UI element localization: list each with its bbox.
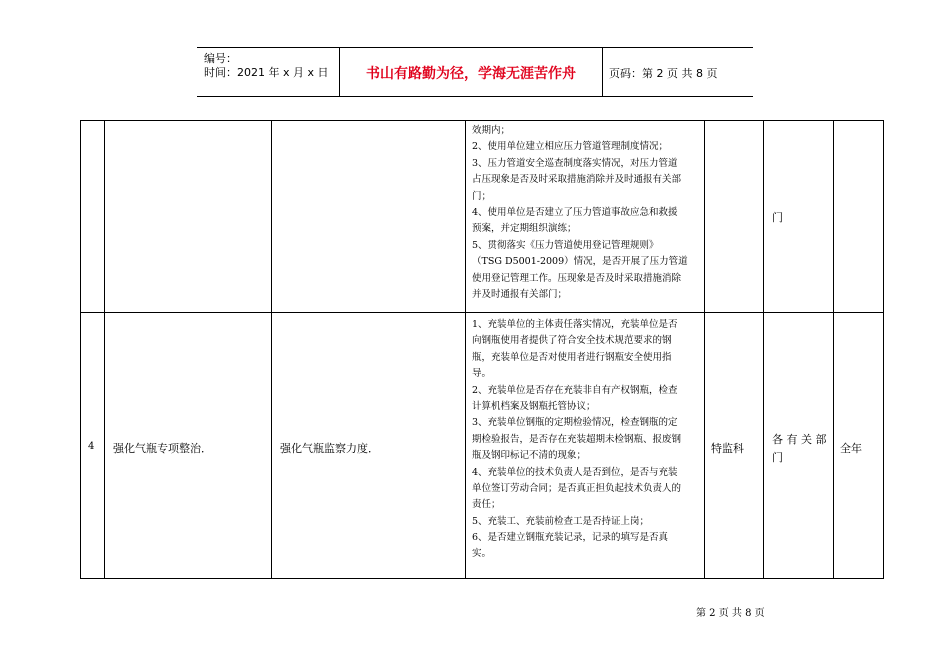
row-a-item-cell bbox=[104, 120, 272, 313]
lead-department: 特监科 bbox=[711, 442, 744, 455]
check-line: 5、充装工、充装前检查工是否持证上岗； bbox=[472, 515, 650, 527]
check-line: 向钢瓶使用者提供了符合安全技术规范要求的钢 bbox=[472, 335, 672, 347]
check-line: 2、使用单位建立相应压力管道管理制度情况； bbox=[472, 141, 669, 153]
row-b-checks-list bbox=[472, 317, 700, 563]
check-line: 5、贯彻落实《压力管道使用登记管理规则》 bbox=[472, 239, 659, 251]
document-number-label: 编号： bbox=[204, 52, 237, 65]
check-line: 3、压力管道安全巡查制度落实情况，对压力管道 bbox=[472, 157, 678, 169]
row-a-content-cell bbox=[271, 120, 466, 313]
check-line: 责任； bbox=[472, 499, 501, 511]
row-a-number-cell bbox=[80, 120, 105, 313]
row-b-period-cell bbox=[833, 312, 884, 579]
check-line: 单位签订劳动合同；是否真正担负起技术负责人的 bbox=[472, 482, 682, 494]
header-motto: 书山有路勤为径，学海无涯苦作舟 bbox=[366, 66, 576, 82]
check-line: 期检验报告，是否存在充装超期未检钢瓶、报废钢 bbox=[472, 433, 682, 445]
row-a-checks-cell bbox=[465, 120, 705, 313]
check-line: 4、使用单位是否建立了压力管道事故应急和救援 bbox=[472, 206, 678, 218]
header-page-indicator: 页码：第 2 页 共 8 页 bbox=[609, 67, 718, 80]
document-date-label: 时间：2021 年 x 月 x 日 bbox=[204, 66, 329, 79]
time-period: 全年 bbox=[840, 442, 862, 455]
row-a-lead-dept-cell bbox=[704, 120, 764, 313]
row-number: 4 bbox=[88, 441, 95, 452]
header-top-rule bbox=[197, 47, 753, 48]
check-line: 使用登记管理工作。压现象是否及时采取措施消除 bbox=[472, 272, 682, 284]
row-a-cooperate-text: 门 bbox=[772, 211, 783, 224]
check-line: 实。 bbox=[472, 548, 492, 560]
row-b-item-cell bbox=[104, 312, 272, 579]
footer-page-number: 第 2 页 共 8 页 bbox=[696, 608, 765, 619]
task-content: 强化气瓶监察力度． bbox=[280, 442, 379, 455]
cooperate-department-line2: 门 bbox=[772, 451, 783, 464]
row-b-cooperate-dept-cell bbox=[763, 312, 834, 579]
check-line: 效期内； bbox=[472, 125, 511, 136]
check-line: 6、是否建立钢瓶充装记录，记录的填写是否真 bbox=[472, 532, 669, 544]
check-line: 计算机档案及钢瓶托管协议； bbox=[472, 400, 596, 412]
check-line: （TSG D5001-2009）情况，是否开展了压力管道 bbox=[472, 256, 688, 268]
header-bottom-rule bbox=[197, 96, 753, 97]
check-line: 2、充装单位是否存在充装非自有产权钢瓶，检查 bbox=[472, 384, 678, 396]
check-line: 1、充装单位的主体责任落实情况，充装单位是否 bbox=[472, 319, 678, 330]
check-line: 3、充装单位钢瓶的定期检验情况，检查钢瓶的定 bbox=[472, 417, 678, 429]
check-line: 占压现象是否及时采取措施消除并及时通报有关部 bbox=[472, 174, 682, 186]
row-b-content-cell bbox=[271, 312, 466, 579]
check-line: 瓶及钢印标记不清的现象； bbox=[472, 450, 587, 462]
cooperate-department-line1: 各 有 关 部 bbox=[772, 433, 827, 446]
task-item: 强化气瓶专项整治． bbox=[113, 442, 212, 455]
row-b-checks-cell bbox=[465, 312, 705, 579]
check-line: 预案，并定期组织演练； bbox=[472, 223, 577, 235]
row-b-number-cell bbox=[80, 312, 105, 579]
row-a-period-cell bbox=[833, 120, 884, 313]
check-line: 导。 bbox=[472, 368, 492, 380]
check-line: 4、充装单位的技术负责人是否到位，是否与充装 bbox=[472, 466, 678, 478]
check-line: 瓶，充装单位是否对使用者进行钢瓶安全使用指 bbox=[472, 351, 672, 363]
header-divider-right bbox=[602, 47, 603, 96]
check-line: 并及时通报有关部门； bbox=[472, 288, 568, 300]
row-a-cooperate-dept-cell bbox=[763, 120, 834, 313]
row-b-lead-dept-cell bbox=[704, 312, 764, 579]
row-a-checks-list bbox=[472, 123, 700, 303]
check-line: 门； bbox=[472, 190, 492, 202]
